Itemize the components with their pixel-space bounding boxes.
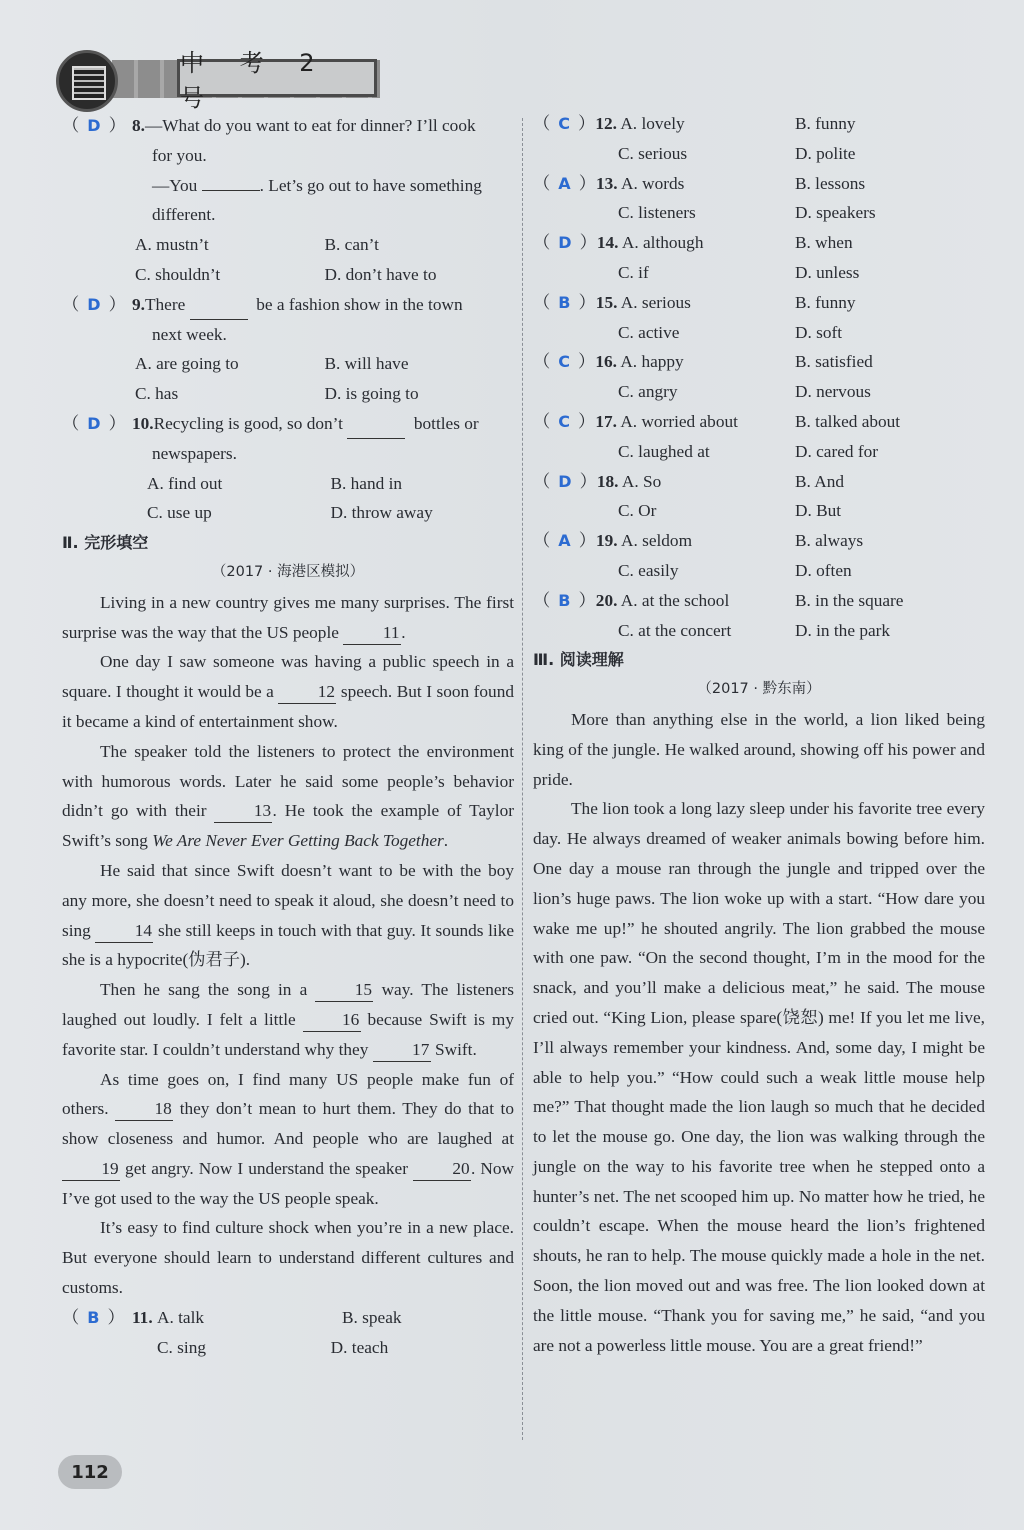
answer-18: D [558,471,572,491]
question-16: （ C ）16. A. happy B. satisfied C. angry D. nervous [533,352,873,402]
answer-12: C [558,114,571,133]
blank-19: 19 [62,1158,120,1181]
question-12: （ C ）12. A. lovely B. funny C. serious D. polite [533,114,856,163]
blank-18: 18 [115,1098,173,1121]
blank [202,190,260,191]
answer-13: A [558,173,571,193]
section-source: （2017 · 黔东南） [697,681,821,698]
reading-paragraph: More than anything else in the world, a lion liked being king of the jungle. He walked around, showing off his power and pride. [533,709,985,789]
cloze-paragraph: One day I saw someone was having a public speech in a square. I thought it would be a 12 speech. But I soon found it became a kind of entertainment show. [62,652,514,731]
question-20: （ B ）20. A. at the school B. in the square C. at the concert D. in the park [533,590,904,640]
question-19: （ A ）19. A. seldom B. always C. easily D. often [533,531,864,580]
answer-10: D [87,413,101,433]
question-11: （ B ） 11. A. talk B. speak C. sing D. teach [62,1307,402,1357]
cloze-paragraph: Then he sang the song in a 15 way. The listeners laughed out loudly. I felt a little 16 because Swift is my favorite star. I couldn’t understand why they 17 Swift. [62,975,514,1064]
reading-paragraph: The lion took a long lazy sleep under his favorite tree every day. He always dreamed of weaker animals bowing before him. One day a mouse ran through the jungle and tripped over the lion’s huge paws. The lion woke up with a start. “How dare you wake me up!” he shouted angrily. The lion grabbed the mouse with one paw. “On the second thought, I’m in the mood for the snack, and you’ll make a delicious meat,” he said. The mouse cried out. “King Lion, please spare(饶恕) me! If you let me live, I’ll always remember your kindness. And, some day, I might be able to help you.” “How could such a weak little mouse help me?” That thought made the lion laugh so much that he decided to let the mouse go. One day, the lion was walking through the jungle on the way to his favorite tree when he stepped onto a hunter’s net. The net scooped him up. No matter how he tried, he couldn’t escape. When the mouse heard the lion’s frightened shouts, he ran to help. The mouse quickly made a hole in the net. Soon, the lion moved out and was free. The lion looked down at the little mouse. “Thank you for saving me,” he said, “and you are not a powerless little mouse. You are a great friend!” [533,799,985,1355]
right-column [533,109,985,1360]
question-13: （ A ）13. A. words B. lessons C. listeners D. speakers [533,173,876,223]
answer-20: B [558,590,571,610]
blank-11: 11 [343,622,401,645]
cloze-paragraph: The speaker told the listeners to protect the environment with humorous words. Later he said some people’s behavior didn’t go with their 13. He took the example of Taylor Swift’s song We Are Never Ever Getting Back Together. [62,741,515,851]
logo-icon [56,50,118,112]
blank-14: 14 [95,920,153,943]
blank-16: 16 [303,1009,361,1032]
song-title: We Are Never Ever Getting Back Together [152,831,444,851]
blank-20: 20 [413,1158,471,1181]
column-divider [522,118,523,1440]
blank-15: 15 [315,979,373,1002]
blank [190,290,248,320]
section-title: Ⅱ. 完形填空 [62,533,149,553]
answer-9: D [87,294,101,314]
question-14: （ D ）14. A. although B. when C. if D. unless [533,233,860,282]
cloze-paragraph: He said that since Swift doesn’t want to be with the boy any more, she doesn’t need to speak it aloud, she doesn’t need to sing 14 she still keeps in touch with that guy. It sounds like she is a hypocrite(伪君子). [62,860,515,970]
question-8: （ D ） 8. —What do you want to eat for dinner? I’ll cook for you. —You . Let’s go out to have something different. A. mustn’t B. can’t C. shouldn’t D. don’t have to [62,116,482,284]
cloze-paragraph: It’s easy to find culture shock when you’re in a new place. But everyone should learn to understand different cultures and customs. [62,1218,514,1298]
answer-15: B [558,292,571,312]
section-source: （2017 · 海港区模拟） [211,563,365,580]
section-title: Ⅲ. 阅读理解 [533,650,624,670]
question-17: （ C ）17. A. worried about B. talked about C. laughed at D. cared for [533,411,901,461]
answer-14: D [558,233,572,253]
blank-13: 13 [214,800,272,823]
cloze-paragraph: As time goes on, I find many US people make fun of others. 18 they don’t mean to hurt them. They do that to show closeness and humor. And people who are laughed at 19 get angry. Now I understand the speaker 20. Now I’ve got used to the way the US people speak. [62,1069,514,1208]
blank [347,409,405,439]
question-18: （ D ）18. A. So B. And C. Or D. But [533,471,844,521]
left-column [62,111,514,1362]
page-number: 112 [58,1455,122,1489]
blank-12: 12 [278,681,336,704]
answer-17: C [558,411,571,431]
blank-17: 17 [373,1039,431,1062]
question-10: （ D ） 10. Recycling is good, so don’t bottles or newspapers. A. find out B. hand in C. use up D. throw away [62,409,514,528]
question-15: （ B ）15. A. serious B. funny C. active D. soft [533,292,856,342]
question-9: （ D ） 9. There be a fashion show in the town next week. A. are going to B. will have C. has D. is going to [62,290,514,409]
cloze-paragraph: Living in a new country gives me many surprises. The first surprise was the way that the US people 11. [62,588,514,648]
answer-8: D [87,116,101,135]
header-title: 中 考 2 号 [177,59,377,97]
answer-11: B [87,1307,100,1327]
answer-16: C [558,352,571,372]
answer-19: A [558,531,571,551]
